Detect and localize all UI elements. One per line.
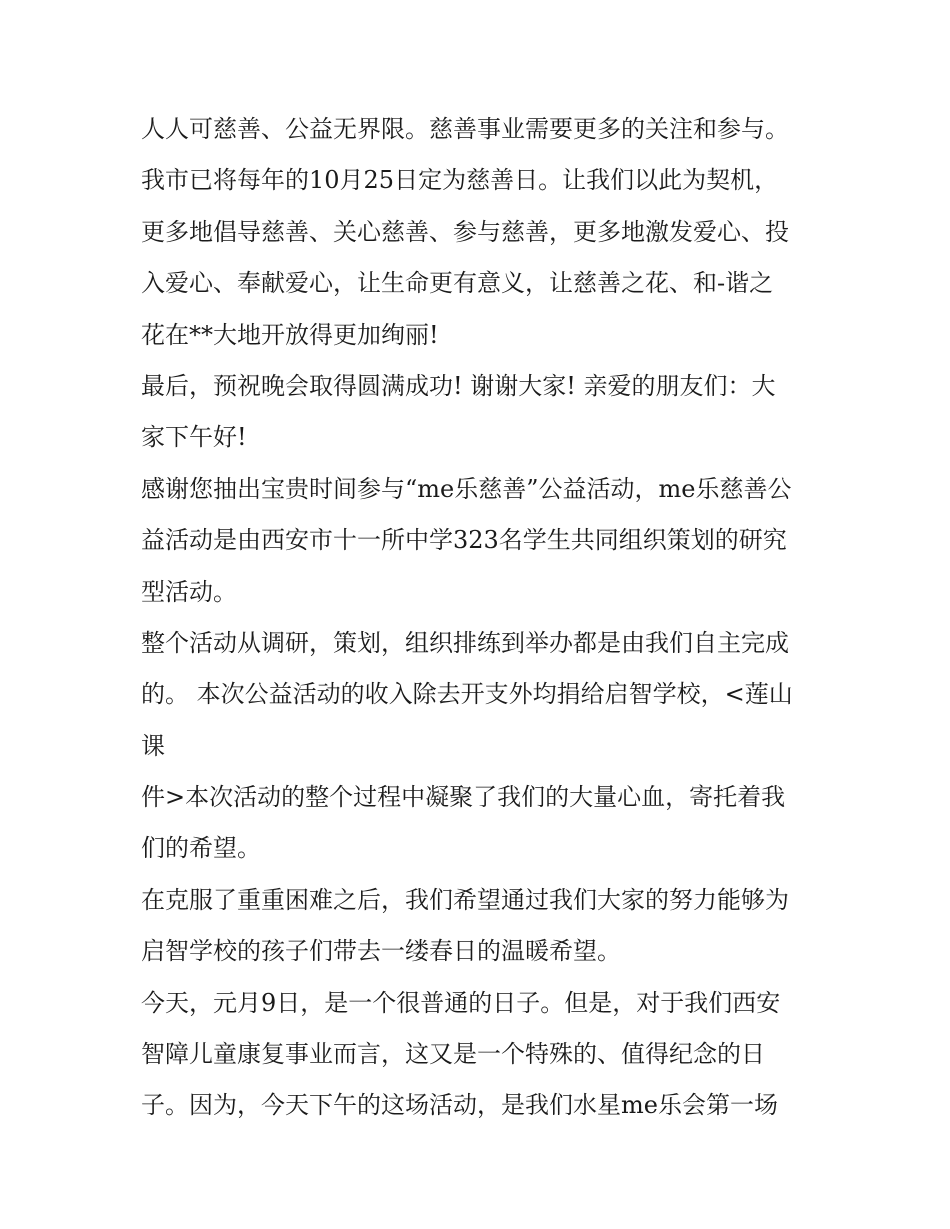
- text-line: 子。因为，今天下午的这场活动，是我们水星me乐会第一场: [141, 1091, 778, 1120]
- text-line: 今天，元月9日，是一个很普通的日子。但是，对于我们西安: [141, 988, 781, 1017]
- text-line: 的。 本次公益活动的收入除去开支外均捐给启智学校，<莲山: [141, 680, 793, 709]
- text-line: 们的希望。: [141, 834, 261, 863]
- body-text: [141, 104, 831, 1132]
- text-line: 家下午好!: [141, 423, 247, 452]
- text-line: 人人可慈善、公益无界限。慈善事业需要更多的关注和参与。: [141, 115, 789, 143]
- text-line: 件>本次活动的整个过程中凝聚了我们的大量心血，寄托着我: [141, 783, 786, 812]
- text-line: 我市已将每年的10月25日定为慈善日。让我们以此为契机，: [141, 166, 779, 195]
- text-line: 最后，预祝晚会取得圆满成功! 谢谢大家! 亲爱的朋友们：大: [141, 371, 776, 400]
- text-line: 启智学校的孩子们带去一缕春日的温暖希望。: [141, 937, 621, 966]
- text-line: 在克服了重重困难之后，我们希望通过我们大家的努力能够为: [141, 885, 789, 914]
- text-line: 智障儿童康复事业而言，这又是一个特殊的、值得纪念的日: [141, 1040, 765, 1069]
- text-line: 花在**大地开放得更加绚丽!: [141, 320, 439, 349]
- text-line: 课: [141, 731, 165, 760]
- text-line: 更多地倡导慈善、关心慈善、参与慈善，更多地激发爱心、投: [141, 217, 789, 246]
- text-line: 入爱心、奉献爱心，让生命更有意义，让慈善之花、和-谐之: [141, 269, 774, 298]
- text-line: 益活动是由西安市十一所中学323名学生共同组织策划的研究: [141, 526, 787, 555]
- text-line: 整个活动从调研，策划，组织排练到举办都是由我们自主完成: [141, 628, 789, 657]
- text-line: 型活动。: [141, 577, 237, 606]
- text-line: 感谢您抽出宝贵时间参与“me乐慈善”公益活动，me乐慈善公: [141, 474, 792, 503]
